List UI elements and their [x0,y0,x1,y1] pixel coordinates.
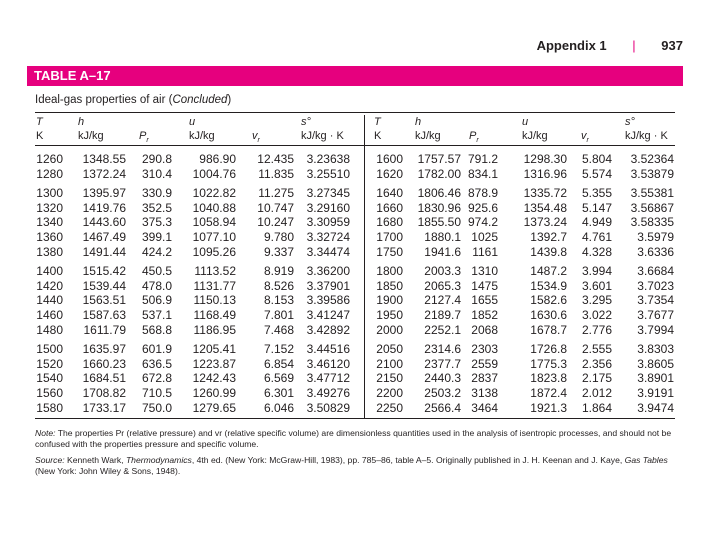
right-cell: 3.53879 [630,166,674,181]
right-header-unit-3: kJ/kg [522,130,548,142]
right-cell: 1640 [376,185,403,200]
left-cell: 1480 [36,322,63,337]
left-cell: 986.90 [199,152,236,166]
left-cell: 3.49276 [306,386,350,400]
left-cell: 352.5 [141,200,172,215]
right-cell: 1750 [376,244,403,259]
left-cell: 3.44516 [306,341,350,356]
right-cell: 2.356 [581,356,612,371]
left-cell: 6.046 [263,400,294,415]
page-number: 937 [661,38,683,53]
right-cell: 1660 [376,200,403,215]
right-cell: 1620 [376,166,403,181]
source-text-3: (New York: John Wiley & Sons, 1948). [35,466,181,476]
right-cell: 3138 [471,386,498,400]
table-note [35,428,675,450]
right-header-unit-2: $P_r$ [469,130,479,145]
right-header-symbol-5: s° [625,116,635,128]
left-cell: 3.25510 [306,166,350,181]
right-cell: 5.804 [581,152,612,166]
right-cell: 2150 [376,371,403,386]
right-cell: 2.776 [581,322,612,337]
right-header-unit-4: $v_r$ [581,130,589,145]
left-cell: 3.50829 [306,400,350,415]
left-cell: 1360 [36,230,63,244]
right-cell: 1487.2 [530,263,567,278]
left-cell: 1400 [36,263,63,278]
right-cell: 1680 [376,215,403,230]
table-bottom-rule [35,418,675,419]
right-cell: 2050 [376,341,403,356]
right-cell: 1775.3 [530,356,567,371]
left-cell: 1708.82 [82,386,126,400]
right-cell: 1823.8 [530,371,567,386]
left-cell: 310.4 [141,166,172,181]
right-cell: 1806.46 [417,185,461,200]
left-cell: 6.301 [263,386,294,400]
left-cell: 478.0 [141,278,172,293]
left-cell: 1443.60 [82,215,126,230]
left-cell: 3.23638 [306,152,350,166]
right-header-symbol-3: u [522,116,529,128]
subtitle-end: ) [227,94,232,106]
right-cell: 3.994 [581,263,612,278]
source-label: Source: [35,455,65,465]
left-cell: 1186.95 [193,322,236,337]
left-cell: 568.8 [141,322,172,337]
left-cell: 1515.42 [82,263,126,278]
right-cell: 2252.1 [424,322,461,337]
right-cell: 3.8605 [637,356,674,371]
right-cell: 5.574 [581,166,612,181]
right-cell: 3.7677 [637,308,674,322]
right-cell: 1316.96 [523,166,567,181]
right-cell: 834.1 [467,166,498,181]
right-cell: 1.864 [581,400,612,415]
right-cell: 1630.6 [530,308,567,322]
right-cell: 2.012 [581,386,612,400]
right-cell: 3.52364 [630,152,674,166]
right-cell: 3.7354 [637,293,674,308]
right-cell: 3.8303 [637,341,674,356]
right-cell: 974.2 [467,215,498,230]
right-cell: 1161 [472,244,498,259]
right-cell: 3464 [471,400,498,415]
right-cell: 2003.3 [424,263,461,278]
left-cell: 7.152 [263,341,294,356]
left-header-unit-4: $v_r$ [252,130,260,145]
left-cell: 710.5 [141,386,172,400]
right-cell: 3.56867 [630,200,674,215]
left-header-symbol-1: h [78,116,85,128]
appendix-label: Appendix 1 [536,38,607,53]
note-label: Note: [35,428,56,438]
right-cell: 1880.1 [424,230,461,244]
left-cell: 3.34474 [306,244,350,259]
left-cell: 750.0 [141,400,172,415]
right-cell: 1655 [471,293,498,308]
left-cell: 3.42892 [306,322,350,337]
left-cell: 1539.44 [82,278,126,293]
left-cell: 1635.97 [82,341,126,356]
left-header-unit-5: kJ/kg · K [301,130,344,142]
right-header-symbol-1: h [415,116,422,128]
left-cell: 1684.51 [82,371,126,386]
left-cell: 1340 [36,215,63,230]
right-cell: 3.55381 [630,185,674,200]
right-cell: 2559 [471,356,498,371]
left-header-unit-2: $P_r$ [139,130,149,145]
left-cell: 1260 [36,152,63,166]
right-cell: 4.761 [581,230,612,244]
left-cell: 6.569 [263,371,294,386]
right-cell: 1782.00 [417,166,461,181]
left-cell: 1260.99 [192,386,236,400]
right-cell: 1921.3 [530,400,567,415]
right-cell: 925.6 [467,200,498,215]
right-cell: 1373.24 [523,215,567,230]
left-cell: 1500 [36,341,63,356]
left-cell: 1279.65 [192,400,236,415]
source-text-1: Kenneth Wark, [64,455,126,465]
left-cell: 10.747 [257,200,294,215]
right-cell: 1726.8 [530,341,567,356]
left-cell: 1491.44 [82,244,126,259]
right-cell: 3.58335 [630,215,674,230]
left-cell: 1580 [36,400,63,415]
left-cell: 9.337 [263,244,294,259]
right-cell: 3.5979 [637,230,674,244]
right-cell: 2377.7 [424,356,461,371]
right-cell: 2100 [376,356,403,371]
left-cell: 3.36200 [306,263,350,278]
header-separator: | [632,38,636,53]
subtitle-italic: Concluded [172,94,228,106]
left-cell: 11.835 [258,166,294,181]
right-cell: 3.7023 [637,278,674,293]
left-cell: 636.5 [141,356,172,371]
right-cell: 2068 [471,322,498,337]
left-cell: 3.32724 [306,230,350,244]
right-cell: 1335.72 [523,185,567,200]
left-cell: 11.275 [258,185,294,200]
right-cell: 1354.48 [523,200,567,215]
right-cell: 3.8901 [637,371,674,386]
right-cell: 2440.3 [424,371,461,386]
right-cell: 1757.57 [417,152,461,166]
left-cell: 1348.55 [82,152,126,166]
left-cell: 8.919 [263,263,294,278]
left-cell: 3.46120 [306,356,350,371]
right-cell: 3.6684 [637,263,674,278]
left-cell: 9.780 [263,230,294,244]
left-cell: 8.153 [263,293,294,308]
left-cell: 1223.87 [192,356,236,371]
table-top-rule [35,112,675,113]
right-cell: 1852 [471,308,498,322]
left-cell: 1095.26 [192,244,236,259]
right-cell: 1700 [376,230,403,244]
right-cell: 1830.96 [417,200,461,215]
right-cell: 2837 [471,371,498,386]
left-header-unit-3: kJ/kg [189,130,215,142]
right-cell: 2250 [376,400,403,415]
left-cell: 7.468 [263,322,294,337]
right-cell: 5.147 [581,200,612,215]
left-cell: 1420 [36,278,63,293]
right-header-unit-0: K [374,130,382,142]
left-cell: 506.9 [141,293,172,308]
right-cell: 2314.6 [424,341,461,356]
left-cell: 450.5 [141,263,172,278]
left-cell: 12.435 [257,152,294,166]
right-cell: 3.7994 [637,322,674,337]
left-cell: 1300 [36,185,63,200]
right-cell: 2.555 [581,341,612,356]
right-cell: 3.022 [581,308,612,322]
right-cell: 1475 [471,278,498,293]
right-cell: 1392.7 [530,230,567,244]
right-cell: 1025 [471,230,498,244]
right-cell: 1855.50 [417,215,461,230]
right-cell: 2303 [471,341,498,356]
right-cell: 2566.4 [424,400,461,415]
right-cell: 2.175 [581,371,612,386]
right-cell: 3.6336 [637,244,674,259]
left-cell: 1113.52 [194,263,236,278]
left-cell: 3.47712 [306,371,350,386]
left-cell: 1395.97 [82,185,126,200]
left-cell: 3.39586 [306,293,350,308]
left-header-unit-1: kJ/kg [78,130,104,142]
right-cell: 1534.9 [530,278,567,293]
left-header-symbol-5: s° [301,116,311,128]
left-cell: 1520 [36,356,63,371]
header-bottom-rule [35,145,675,146]
right-cell: 1298.30 [523,152,567,166]
right-cell: 1310 [471,263,498,278]
left-cell: 3.37901 [306,278,350,293]
right-cell: 4.328 [581,244,612,259]
left-cell: 1280 [36,166,63,181]
left-cell: 1440 [36,293,63,308]
source-text-2: , 4th ed. (New York: McGraw-Hill, 1983), pp. 785–86, table A–5. Originally published in J. H. Keenan and J. Kaye, [191,455,625,465]
left-cell: 1077.10 [192,230,236,244]
left-cell: 6.854 [263,356,294,371]
source-italic-1: Thermodynamics [125,455,192,465]
right-cell: 2000 [376,322,403,337]
left-header-unit-0: K [36,130,44,142]
left-header-symbol-0: T [36,116,43,128]
left-cell: 1467.49 [82,230,126,244]
right-cell: 1941.6 [424,244,461,259]
left-cell: 1560 [36,386,63,400]
left-cell: 1611.79 [83,322,126,337]
right-cell: 3.295 [581,293,612,308]
left-cell: 375.3 [141,215,172,230]
right-cell: 2189.7 [424,308,461,322]
right-header-unit-5: kJ/kg · K [625,130,668,142]
left-header-symbol-3: u [189,116,196,128]
left-cell: 1150.13 [193,293,236,308]
left-cell: 1372.24 [82,166,126,181]
right-cell: 1850 [376,278,403,293]
table-source [35,455,675,477]
left-cell: 1040.88 [192,200,236,215]
left-cell: 1733.17 [82,400,126,415]
left-cell: 3.29160 [306,200,350,215]
left-cell: 3.41247 [306,308,350,322]
right-header-unit-1: kJ/kg [415,130,441,142]
left-cell: 330.9 [141,185,172,200]
right-cell: 878.9 [467,185,498,200]
right-cell: 1600 [376,152,403,166]
left-cell: 8.526 [263,278,294,293]
right-cell: 1439.8 [530,244,567,259]
left-cell: 10.247 [257,215,294,230]
right-cell: 1872.4 [530,386,567,400]
right-cell: 3.9474 [637,400,674,415]
right-cell: 1678.7 [530,322,567,337]
left-cell: 399.1 [141,230,172,244]
left-cell: 1660.23 [82,356,126,371]
right-cell: 1950 [376,308,403,322]
left-cell: 1320 [36,200,63,215]
left-cell: 7.801 [263,308,294,322]
right-cell: 3.9191 [637,386,674,400]
left-cell: 290.8 [141,152,172,166]
right-cell: 791.2 [467,152,498,166]
right-cell: 2200 [376,386,403,400]
left-cell: 1168.49 [193,308,236,322]
right-cell: 3.601 [581,278,612,293]
right-cell: 2127.4 [424,293,461,308]
right-cell: 2503.2 [424,386,461,400]
left-cell: 1022.82 [192,185,236,200]
right-cell: 2065.3 [424,278,461,293]
subtitle-text: Ideal-gas properties of air ( [35,94,173,106]
left-cell: 1058.94 [192,215,236,230]
source-italic-2: Gas Tables [624,455,668,465]
right-cell: 1800 [376,263,403,278]
right-cell: 4.949 [581,215,612,230]
left-cell: 1004.76 [192,166,236,181]
left-cell: 1587.63 [82,308,126,322]
table-subtitle [35,94,231,106]
right-header-symbol-0: T [374,116,381,128]
left-cell: 1242.43 [192,371,236,386]
right-cell: 1582.6 [530,293,567,308]
left-cell: 1205.41 [192,341,236,356]
right-cell: 5.355 [581,185,612,200]
note-text: The properties Pr (relative pressure) and vr (relative specific volume) are dimensionless quantities used in the analysis of isentropic processes, and should not be confused with the properties pressure and specific volume. [35,428,672,449]
left-cell: 1460 [36,308,63,322]
right-cell: 1900 [376,293,403,308]
left-cell: 672.8 [141,371,172,386]
left-cell: 3.30959 [306,215,350,230]
left-cell: 1540 [36,371,63,386]
left-cell: 1380 [36,244,63,259]
left-cell: 424.2 [141,244,172,259]
left-cell: 1131.77 [193,278,236,293]
left-cell: 537.1 [141,308,172,322]
left-cell: 601.9 [141,341,172,356]
left-cell: 3.27345 [306,185,350,200]
page-header [537,38,683,53]
left-cell: 1419.76 [82,200,126,215]
table-title: TABLE A–17 [27,66,683,86]
left-cell: 1563.51 [82,293,126,308]
